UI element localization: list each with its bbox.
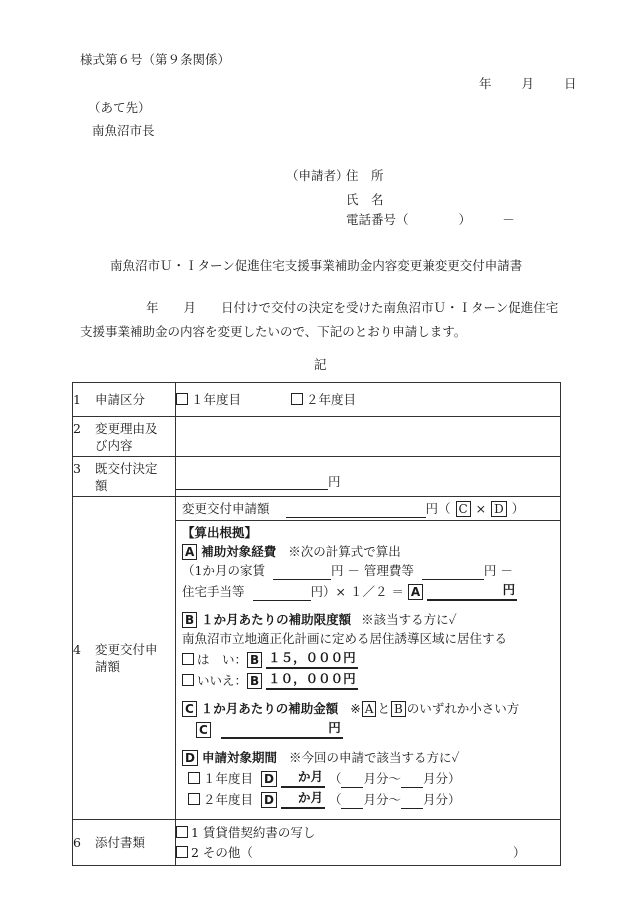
row3-content — [176, 457, 561, 497]
row2-label-1: 変更理由及 — [95, 420, 158, 436]
d-year1-months[interactable]: か月 — [281, 767, 325, 788]
b-yes-box: B — [247, 652, 262, 668]
row-change-reason — [73, 417, 561, 457]
section-d-year2: ２年度目 D か月 （ 月分～ 月分） — [182, 788, 554, 809]
section-d-heading — [182, 748, 554, 767]
applicant-name-label: 氏 名 — [346, 192, 384, 207]
applicant-label: （申請者） — [286, 168, 349, 183]
checkbox-attachment-1[interactable] — [176, 826, 188, 838]
formula-half: 円）× １／２ ＝ — [310, 584, 404, 599]
checkbox-year1[interactable] — [176, 393, 188, 405]
year2-label: ２年度目 — [305, 392, 356, 407]
section-c-box: C — [182, 701, 197, 717]
b-no-amount: １０，０００円 — [266, 669, 358, 690]
section-d-box: D — [182, 750, 198, 766]
row2-number: 2 — [73, 420, 81, 436]
calc-basis-title: 【算出根拠】 — [182, 525, 258, 540]
ki-heading: 記 — [314, 357, 327, 372]
section-b-box: B — [182, 612, 197, 628]
section-a-box: A — [182, 544, 197, 560]
d-year2-box: D — [261, 792, 277, 808]
body-line-2: 支援事業補助金の内容を変更したいので、下記のとおり申請します。 — [80, 324, 467, 339]
checkbox-d-year1[interactable] — [188, 772, 200, 784]
section-d-note: ※今回の申請で該当する方に✓ — [288, 750, 460, 765]
row3-label-cell — [73, 457, 176, 497]
row-attachments — [73, 820, 561, 866]
form-number: 様式第６号（第９条関係） — [80, 52, 231, 67]
body-line-1: 年 月 日付けで交付の決定を受けた南魚沼市Ｕ・Ｉターン促進住宅 — [146, 300, 559, 315]
rent-label: （1か月の家賃 — [182, 563, 265, 578]
section-b-no — [182, 669, 554, 690]
c-note-a-box: A — [362, 701, 377, 717]
d-year1-label: １年度目 — [203, 771, 254, 786]
rent-field[interactable] — [273, 565, 331, 580]
section-a-line-2 — [182, 580, 554, 601]
row3-label-1: 既交付決定 — [95, 460, 158, 476]
apply-amount-yen: 円（ — [425, 501, 451, 516]
date-day-label: 日 — [563, 76, 577, 91]
checkbox-b-yes[interactable] — [182, 653, 194, 665]
d-year1-start-month[interactable] — [341, 773, 363, 788]
checkbox-b-no[interactable] — [182, 674, 194, 686]
mgmt-fee-field[interactable] — [422, 565, 484, 580]
apply-amount-field[interactable] — [286, 503, 426, 518]
c-note-b-box: B — [391, 701, 406, 717]
row1-label-cell — [73, 383, 176, 417]
housing-allowance-field[interactable] — [253, 586, 311, 601]
attachment-2: 2 その他（ ） — [176, 843, 560, 863]
result-c-yen: 円 — [328, 720, 341, 735]
checkbox-d-year2[interactable] — [188, 793, 200, 805]
row6-label: 添付書類 — [95, 835, 146, 850]
section-b-desc: 南魚沼市立地適正化計画に定める居住誘導区域に居住する — [182, 631, 508, 646]
apply-amount-line — [176, 497, 560, 521]
calc-basis — [176, 521, 560, 811]
section-a-line-1 — [182, 561, 554, 580]
row-change-amount — [73, 497, 561, 820]
section-b-title: １か月あたりの補助限度額 — [201, 612, 352, 627]
mgmt-fee-label: 円 － 管理費等 — [330, 563, 414, 578]
row-existing-amount — [73, 457, 561, 497]
row6-content — [176, 820, 561, 866]
section-b-yes — [182, 648, 554, 669]
formula-times: × — [475, 501, 487, 516]
section-c-result — [182, 718, 554, 739]
section-d-year1: １年度目 D か月 （ 月分～ 月分） — [182, 767, 554, 788]
d-year1-box: D — [261, 771, 277, 787]
row4-label-2: 請額 — [95, 659, 121, 674]
row4-label-1: 変更交付申 — [95, 642, 158, 657]
b-yes-label: は い： — [197, 652, 248, 667]
attachment-1: 1 賃貸借契約書の写し — [176, 823, 560, 843]
b-yes-amount: １５，０００円 — [266, 648, 358, 669]
mgmt-fee-yen: 円 － — [483, 563, 513, 578]
section-c-note: ※ A と B のいずれか小さい方 — [350, 701, 520, 716]
result-a-yen: 円 — [502, 582, 516, 597]
d-year2-label: ２年度目 — [203, 792, 254, 807]
result-a-box: A — [408, 584, 423, 600]
result-a-field[interactable] — [427, 580, 517, 601]
apply-amount-label: 変更交付申請額 — [182, 501, 270, 516]
date-year-label: 年 — [479, 76, 492, 91]
section-a-heading — [182, 542, 554, 561]
result-c-box: C — [196, 722, 211, 738]
document-title: 南魚沼市Ｕ・Ｉターン促進住宅支援事業補助金内容変更兼変更交付申請書 — [110, 258, 523, 273]
date-line — [479, 74, 576, 92]
row4-number: 4 — [73, 642, 81, 657]
section-a-note: ※次の計算式で算出 — [288, 544, 401, 559]
addressee: 南魚沼市長 — [92, 123, 155, 138]
row1-content — [176, 383, 561, 417]
application-table — [72, 382, 561, 866]
section-a-title: 補助対象経費 — [201, 544, 277, 559]
date-month-label: 月 — [521, 76, 534, 91]
d-year2-months[interactable]: か月 — [281, 788, 325, 809]
applicant-address-label: 住 所 — [346, 168, 384, 183]
formula-c-box: C — [456, 501, 471, 517]
d-year1-end-month[interactable] — [401, 773, 423, 788]
checkbox-attachment-2[interactable] — [176, 846, 188, 858]
row3-label-2: 額 — [95, 477, 108, 493]
b-no-label: いいえ： — [197, 673, 248, 688]
b-no-box: B — [247, 673, 262, 689]
formula-d-box: D — [491, 501, 507, 517]
formula-close: ） — [511, 501, 525, 516]
checkbox-year2[interactable] — [291, 393, 303, 405]
section-c-heading — [182, 699, 554, 718]
existing-amount-field[interactable] — [176, 475, 328, 490]
row1-label: 申請区分 — [95, 392, 146, 407]
applicant-phone-label: 電話番号（ ） － — [346, 212, 515, 227]
row1-number: 1 — [73, 392, 81, 407]
d-year2-start-month[interactable] — [341, 794, 363, 809]
row3-number: 3 — [73, 460, 81, 476]
row-application-type — [73, 383, 561, 417]
section-b-heading — [182, 610, 554, 629]
section-d-title: 申請対象期間 — [201, 750, 277, 765]
housing-allowance-label: 住宅手当等 — [182, 584, 245, 599]
section-c-title: １か月あたりの補助金額 — [200, 701, 339, 716]
d-year2-end-month[interactable] — [401, 794, 423, 809]
existing-amount-yen: 円 — [328, 474, 341, 489]
row6-label-cell — [73, 820, 176, 866]
section-b-note: ※該当する方に✓ — [361, 612, 457, 627]
year1-label: １年度目 — [191, 392, 242, 407]
result-c-field[interactable] — [221, 718, 343, 739]
row4-label-cell — [73, 497, 176, 820]
change-reason-field[interactable] — [176, 417, 561, 457]
row4-content — [176, 497, 561, 820]
row6-number: 6 — [73, 835, 81, 850]
row2-label-2: び内容 — [95, 437, 133, 453]
row2-label-cell — [73, 417, 176, 457]
addressee-prefix: （あて先） — [88, 100, 151, 115]
